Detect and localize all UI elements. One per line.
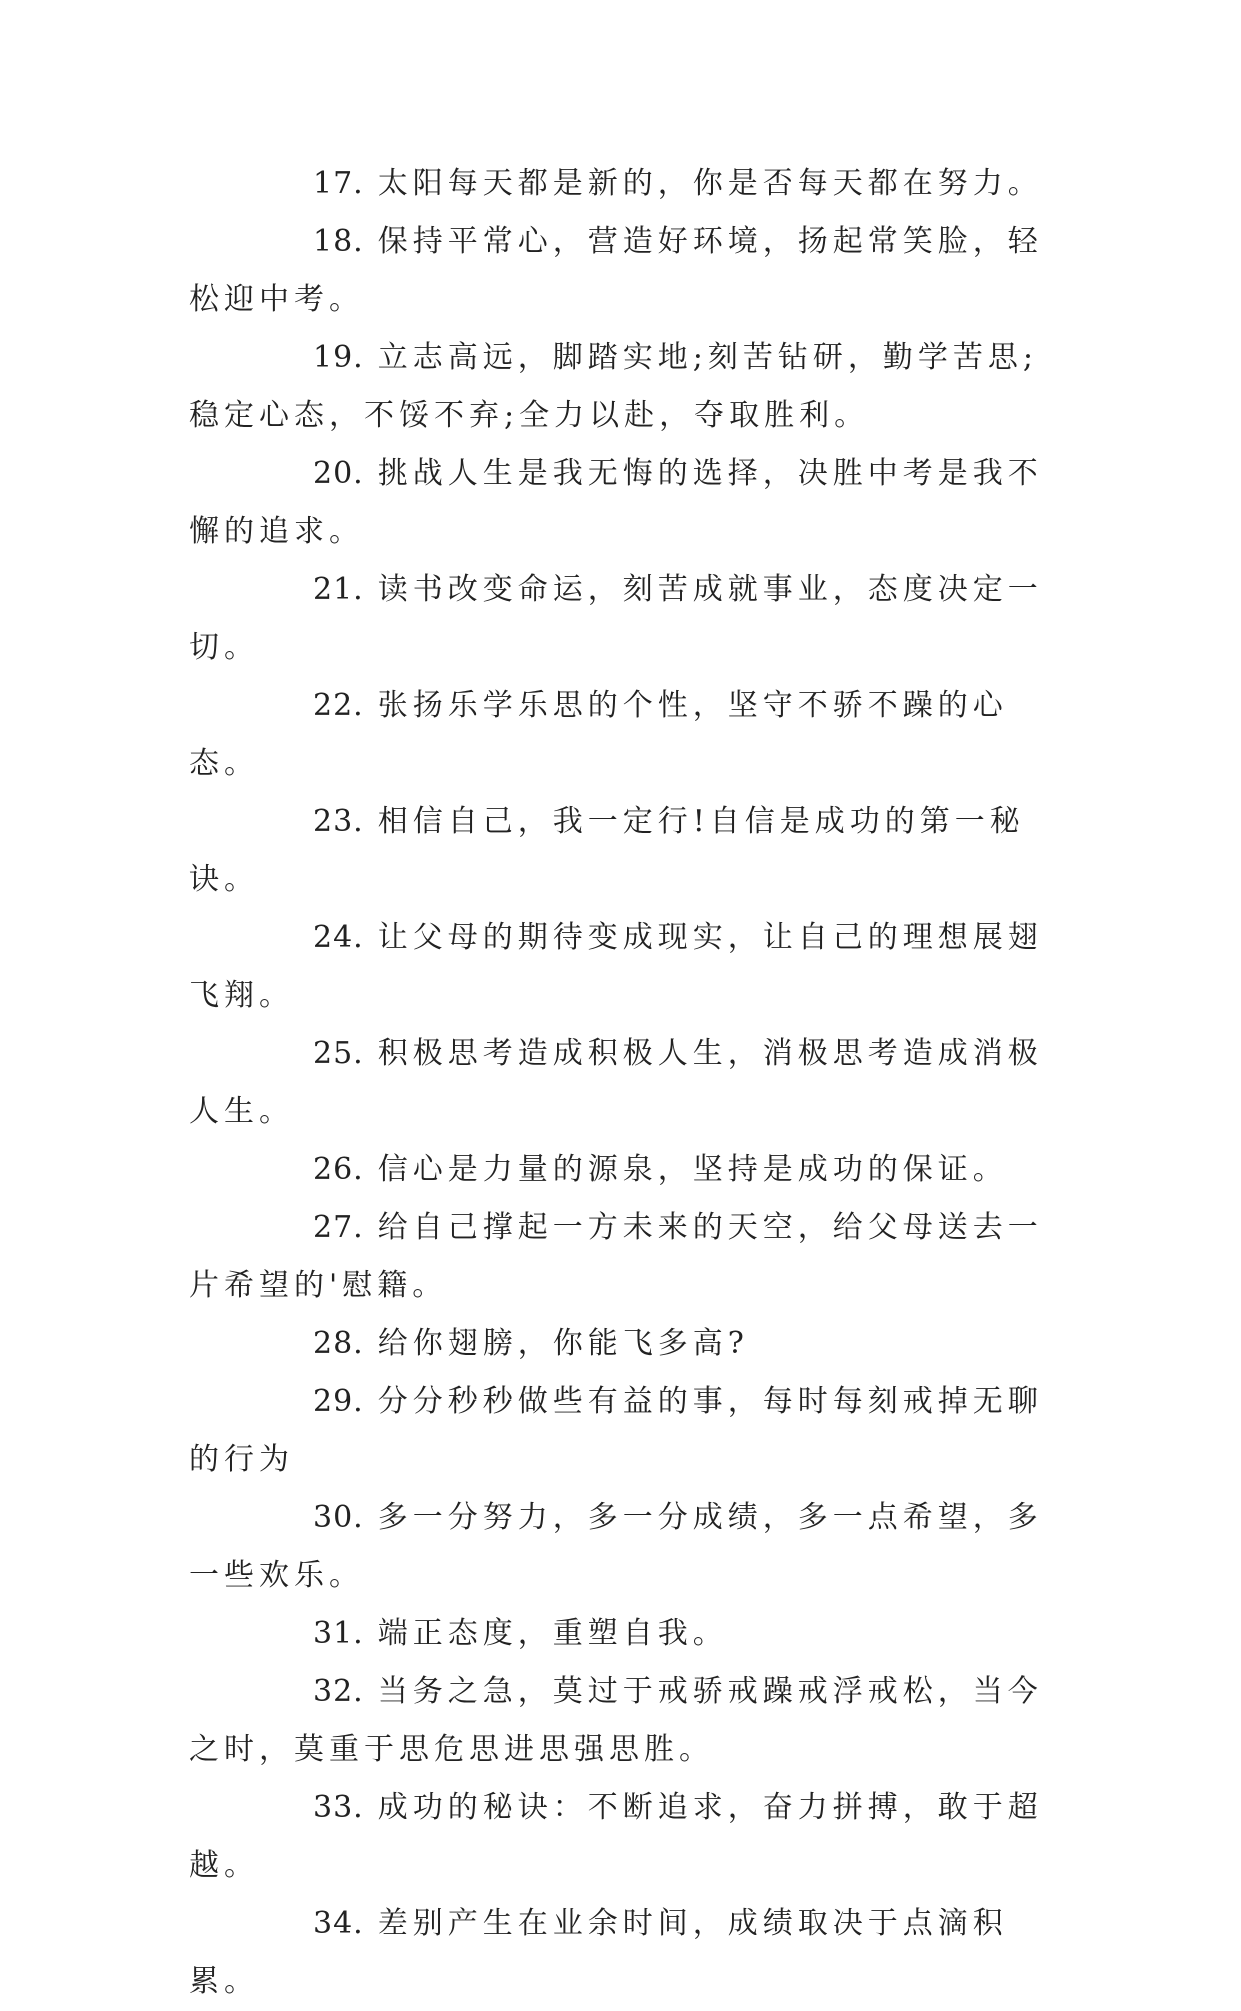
item-text: 给自己撑起一方未来的天空，给父母送去一片希望的'慰籍。 <box>189 1210 1043 1303</box>
list-item <box>189 909 1069 1025</box>
list-item <box>189 1489 1069 1605</box>
item-text: 当务之急，莫过于戒骄戒躁戒浮戒松，当今之时，莫重于思危思进思强思胜。 <box>189 1674 1043 1767</box>
list-item <box>189 1025 1069 1141</box>
item-text: 差别产生在业余时间，成绩取决于点滴积累。 <box>189 1906 1008 1999</box>
item-text: 成功的秘诀：不断追求，奋力拼搏，敢于超越。 <box>189 1790 1043 1883</box>
list-item <box>189 677 1069 793</box>
item-number: 34. <box>313 1906 364 1941</box>
item-number: 19. <box>313 340 364 375</box>
item-text: 保持平常心，营造好环境，扬起常笑脸，轻松迎中考。 <box>189 224 1043 317</box>
list-item <box>189 793 1069 909</box>
item-number: 23. <box>313 804 364 839</box>
item-number: 24. <box>313 920 364 955</box>
item-number: 22. <box>313 688 364 723</box>
document-body <box>189 155 1069 2011</box>
list-item <box>189 155 1069 213</box>
item-number: 18. <box>313 224 364 259</box>
list-item <box>189 1315 1069 1373</box>
item-number: 17. <box>313 166 364 201</box>
list-item <box>189 1663 1069 1779</box>
item-number: 32. <box>313 1674 364 1709</box>
item-text: 让父母的期待变成现实，让自己的理想展翅飞翔。 <box>189 920 1043 1013</box>
item-number: 31. <box>313 1616 364 1651</box>
item-number: 21. <box>313 572 364 607</box>
item-number: 33. <box>313 1790 364 1825</box>
item-text: 信心是力量的源泉，坚持是成功的保证。 <box>377 1152 1008 1187</box>
list-item <box>189 1141 1069 1199</box>
list-item <box>189 561 1069 677</box>
item-text: 积极思考造成积极人生，消极思考造成消极人生。 <box>189 1036 1043 1129</box>
item-text: 挑战人生是我无悔的选择，决胜中考是我不懈的追求。 <box>189 456 1043 549</box>
list-item <box>189 1895 1069 2011</box>
list-item <box>189 1373 1069 1489</box>
item-text: 太阳每天都是新的，你是否每天都在努力。 <box>377 166 1043 201</box>
list-item <box>189 329 1069 445</box>
list-item <box>189 1199 1069 1315</box>
item-number: 27. <box>313 1210 364 1245</box>
item-text: 给你翅膀，你能飞多高? <box>377 1326 749 1361</box>
list-item <box>189 1605 1069 1663</box>
item-text: 端正态度，重塑自我。 <box>377 1616 728 1651</box>
list-item <box>189 445 1069 561</box>
list-item <box>189 1779 1069 1895</box>
item-number: 26. <box>313 1152 364 1187</box>
item-number: 20. <box>313 456 364 491</box>
list-item <box>189 213 1069 329</box>
item-text: 相信自己，我一定行!自信是成功的第一秘诀。 <box>189 804 1025 897</box>
item-number: 28. <box>313 1326 364 1361</box>
item-text: 分分秒秒做些有益的事，每时每刻戒掉无聊的行为 <box>189 1384 1043 1477</box>
item-number: 30. <box>313 1500 364 1535</box>
item-number: 29. <box>313 1384 364 1419</box>
item-text: 多一分努力，多一分成绩，多一点希望，多一些欢乐。 <box>189 1500 1043 1593</box>
item-text: 张扬乐学乐思的个性，坚守不骄不躁的心态。 <box>189 688 1008 781</box>
item-text: 读书改变命运，刻苦成就事业，态度决定一切。 <box>189 572 1043 665</box>
item-number: 25. <box>313 1036 364 1071</box>
item-text: 立志高远，脚踏实地;刻苦钻研，勤学苦思;稳定心态，不馁不弃;全力以赴，夺取胜利。 <box>189 340 1038 433</box>
